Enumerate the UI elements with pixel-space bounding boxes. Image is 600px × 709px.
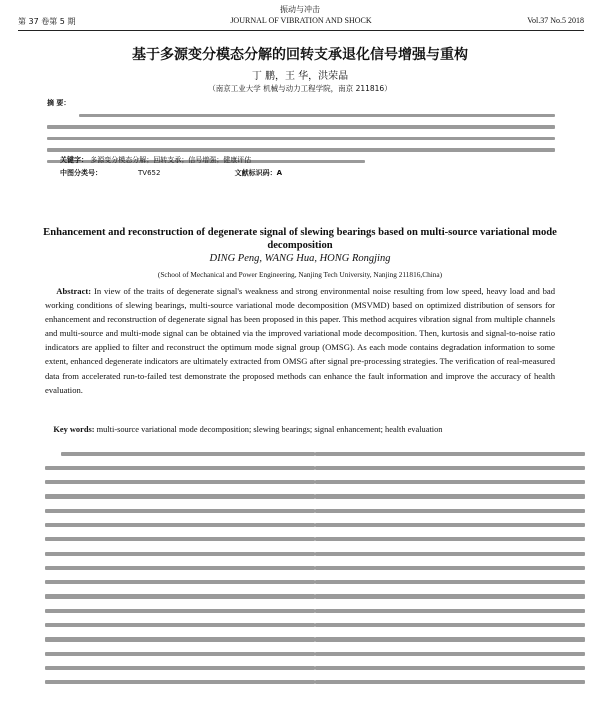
abstract-label-cn: 摘 要： xyxy=(47,99,71,107)
body-line xyxy=(45,546,315,560)
paper-title-en: Enhancement and reconstruction of degenerate signal of slewing bearings based on multi-source variational mode decomposition xyxy=(43,227,557,251)
body-column-left xyxy=(45,446,315,689)
body-line xyxy=(315,589,585,603)
body-line xyxy=(315,546,585,560)
body-line xyxy=(45,675,315,689)
body-line xyxy=(315,646,585,660)
body-line xyxy=(315,517,585,531)
body-line xyxy=(315,460,585,474)
affiliation-cn: （南京工业大学 机械与动力工程学院，南京 211816） xyxy=(208,84,392,93)
body-line xyxy=(45,618,315,632)
abstract-cn-line xyxy=(47,133,555,145)
body-line xyxy=(315,446,585,460)
body-line xyxy=(315,560,585,574)
body-line xyxy=(315,660,585,674)
keywords-label-cn: 关键字： xyxy=(60,156,88,164)
body-line xyxy=(45,517,315,531)
authors-cn: 丁 鹏，王 华，洪荣晶 xyxy=(251,71,349,82)
body-line xyxy=(45,489,315,503)
body-line xyxy=(315,532,585,546)
body-line xyxy=(315,475,585,489)
body-column-right xyxy=(315,446,585,689)
volume-issue-cn: 第 37 卷第 5 期 xyxy=(18,17,76,26)
body-line xyxy=(315,632,585,646)
classification-row xyxy=(60,168,555,178)
keywords-label-en: Key words: xyxy=(53,425,95,434)
body-line xyxy=(45,532,315,546)
body-line xyxy=(45,632,315,646)
body-line xyxy=(315,489,585,503)
body-line xyxy=(315,503,585,517)
body-line xyxy=(45,603,315,617)
abstract-en xyxy=(45,284,555,397)
abstract-cn-line xyxy=(47,110,555,122)
keywords-cn-row xyxy=(60,155,555,165)
header-divider xyxy=(18,30,584,31)
body-line xyxy=(45,446,315,460)
abstract-text-en: In view of the traits of degenerate signal's weakness and strong environmental noise resulting from low speed, heavy load and bad working conditions of slewing bearings, multi-source variational mode decomposition (MSVMD) based on optimized distribution of sensors for enhancement and reconstruction of degenerate signal has been proposed in this paper. This method acquires vibration signal from multiple channels and multi-source and multi-mode signal can be obtained via the improved variational mode decomposition. Then, kurtosis and signal-to-noise ratio indicators are applied to filter and reconstruct the optimum mode signal group (OMSG). As each mode contains degradation information to some extent, enhanced degenerate indicators are ultimately extracted from OMSG after signal pre-processing strategies. The verification of real-measured data from accelerated run-to-failed test demonstrate the proposed methods can enhance the fault information and improve the accuracy of health evaluation. xyxy=(45,286,555,395)
body-line xyxy=(45,560,315,574)
class-label: 中图分类号： xyxy=(60,169,102,177)
volume-issue-en: Vol.37 No.5 2018 xyxy=(527,16,584,25)
paper-title-cn: 基于多源变分模态分解的回转支承退化信号增强与重构 xyxy=(132,47,468,63)
body-line xyxy=(45,475,315,489)
keywords-en-row xyxy=(45,424,555,436)
body-line xyxy=(45,589,315,603)
body-line xyxy=(45,503,315,517)
body-line xyxy=(45,575,315,589)
running-header xyxy=(18,16,584,29)
body-line xyxy=(315,675,585,689)
class-value: TV652 xyxy=(138,169,161,177)
abstract-cn-line xyxy=(47,121,555,133)
body-line xyxy=(45,660,315,674)
body-line xyxy=(315,575,585,589)
affiliation-en: (School of Mechanical and Power Engineering, Nanjing Tech University, Nanjing 211816,China) xyxy=(157,270,443,279)
body-line xyxy=(315,603,585,617)
authors-en: DING Peng, WANG Hua, HONG Rongjing xyxy=(209,253,391,264)
body-line xyxy=(315,618,585,632)
body-line xyxy=(45,460,315,474)
body-line xyxy=(45,646,315,660)
document-code: 文献标识码：A xyxy=(234,169,283,177)
class-number xyxy=(60,169,199,177)
journal-name-en: JOURNAL OF VIBRATION AND SHOCK xyxy=(230,16,372,25)
abstract-label-en: Abstract: xyxy=(56,286,92,296)
journal-name-cn: 振动与冲击 xyxy=(280,5,320,14)
keywords-en: multi-source variational mode decomposition; slewing bearings; signal enhancement; health evaluation xyxy=(96,425,443,434)
keywords-cn: 多源变分模态分解；回转支承；信号增强；健康评估 xyxy=(90,156,252,164)
